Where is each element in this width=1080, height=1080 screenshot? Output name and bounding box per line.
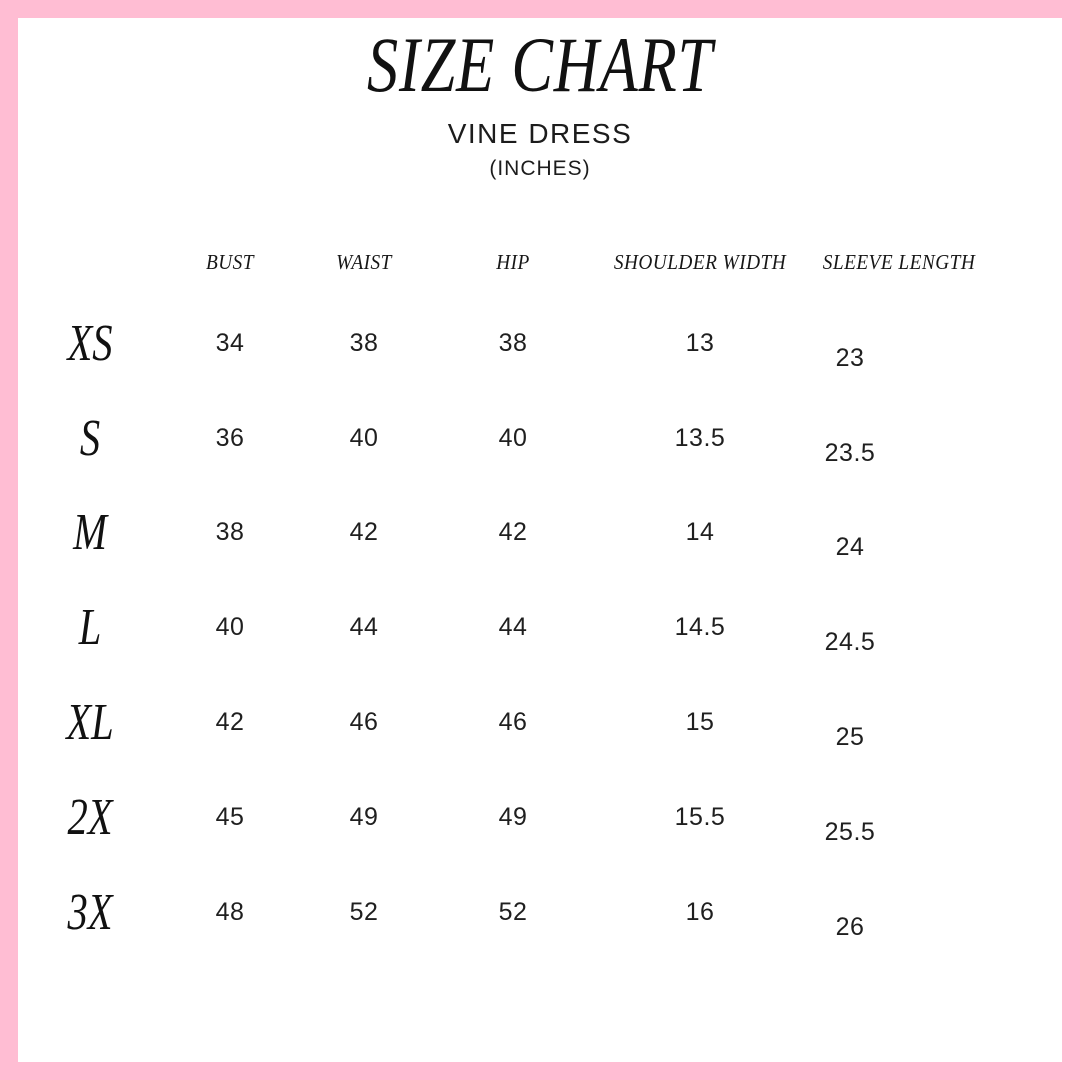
cell-m-shoulder-width: 14	[685, 518, 715, 547]
table-row-l	[18, 580, 1062, 675]
row-label-2x: 2X	[67, 788, 113, 846]
column-header-shoulder-width: SHOULDER WIDTH	[613, 249, 787, 274]
cell-xl-hip: 46	[498, 708, 528, 737]
cell-s-sleeve-length: 23.5	[824, 438, 876, 467]
table-row-xs	[18, 296, 1062, 391]
column-header-bust: BUST	[205, 249, 255, 274]
page-title: SIZE CHART	[366, 21, 714, 108]
cell-l-hip: 44	[498, 613, 528, 642]
cell-l-sleeve-length: 24.5	[824, 628, 876, 657]
cell-2x-shoulder-width: 15.5	[674, 802, 726, 831]
cell-m-sleeve-length: 24	[835, 533, 865, 562]
cell-l-shoulder-width: 14.5	[674, 613, 726, 642]
cell-l-waist: 44	[349, 613, 379, 642]
corner-cell	[18, 228, 162, 296]
cell-2x-hip: 49	[498, 802, 528, 831]
column-header-hip: HIP	[496, 249, 530, 274]
cell-s-hip: 40	[498, 423, 528, 452]
cell-3x-shoulder-width: 16	[685, 897, 715, 926]
table-row-m	[18, 486, 1062, 581]
units-label: (INCHES)	[489, 157, 591, 180]
cell-s-bust: 36	[215, 423, 245, 452]
cell-xl-shoulder-width: 15	[685, 708, 715, 737]
cell-m-hip: 42	[498, 518, 528, 547]
table-row-2x	[18, 770, 1062, 865]
table-header-row	[18, 228, 1062, 296]
cell-2x-bust: 45	[215, 802, 245, 831]
cell-3x-bust: 48	[215, 897, 245, 926]
cell-3x-hip: 52	[498, 897, 528, 926]
cell-xs-shoulder-width: 13	[685, 328, 715, 357]
row-label-l: L	[78, 599, 102, 657]
cell-2x-waist: 49	[349, 802, 379, 831]
cell-3x-sleeve-length: 26	[835, 912, 865, 941]
card-background	[18, 18, 1062, 1062]
cell-m-bust: 38	[215, 518, 245, 547]
table-row-xl	[18, 675, 1062, 770]
table-row-3x	[18, 865, 1062, 960]
row-label-s: S	[79, 409, 101, 467]
row-label-3x: 3X	[67, 883, 113, 941]
cell-l-bust: 40	[215, 613, 245, 642]
cell-m-waist: 42	[349, 518, 379, 547]
row-label-m: M	[73, 504, 107, 562]
column-header-waist: WAIST	[336, 249, 392, 274]
cell-s-shoulder-width: 13.5	[674, 423, 726, 452]
cell-2x-sleeve-length: 25.5	[824, 817, 876, 846]
table-row-s	[18, 391, 1062, 486]
cell-xs-bust: 34	[215, 328, 245, 357]
size-table	[18, 228, 1062, 960]
cell-xs-hip: 38	[498, 328, 528, 357]
cell-xl-sleeve-length: 25	[835, 723, 865, 752]
cell-3x-waist: 52	[349, 897, 379, 926]
cell-xl-waist: 46	[349, 708, 379, 737]
row-label-xl: XL	[66, 694, 114, 752]
cell-s-waist: 40	[349, 423, 379, 452]
column-header-sleeve-length: SLEEVE LENGTH	[822, 249, 976, 274]
row-label-xs: XS	[67, 314, 113, 372]
product-name: VINE DRESS	[447, 118, 633, 149]
cell-xs-waist: 38	[349, 328, 379, 357]
cell-xl-bust: 42	[215, 708, 245, 737]
cell-xs-sleeve-length: 23	[835, 343, 865, 372]
